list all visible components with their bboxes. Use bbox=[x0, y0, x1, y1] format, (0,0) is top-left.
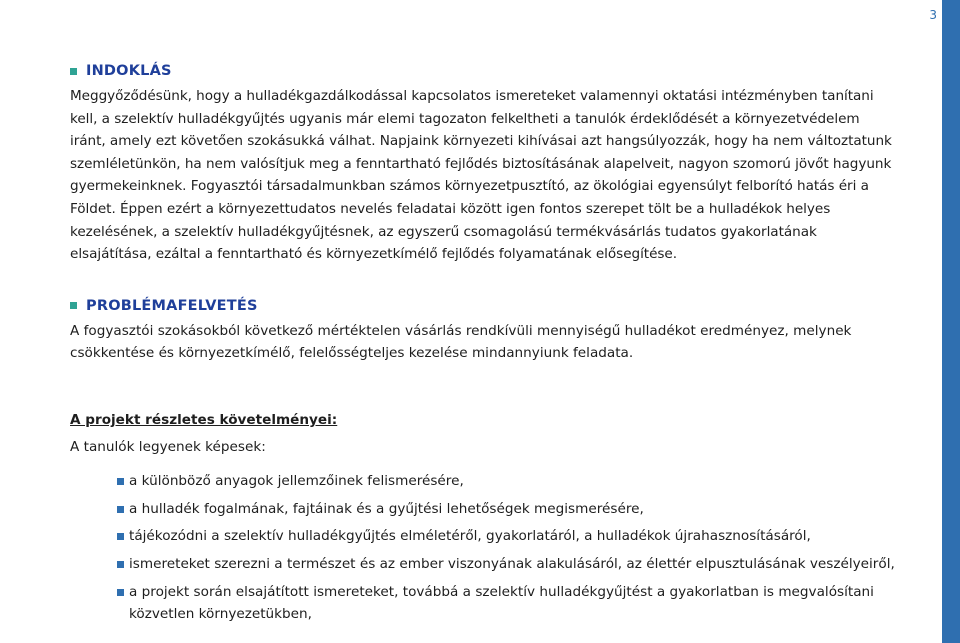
square-bullet-icon bbox=[117, 561, 124, 568]
section-title-indoklas: INDOKLÁS bbox=[86, 63, 172, 79]
square-bullet-icon bbox=[70, 302, 77, 309]
list-item bbox=[117, 553, 896, 576]
list-item-text: ismereteket szerezni a természet és az ember viszonyának alakulásáról, az élettér elpusztulásának veszélyeiről, bbox=[129, 555, 895, 572]
page-number: 3 bbox=[929, 8, 937, 22]
section-heading-indoklas bbox=[70, 63, 896, 79]
requirements-list bbox=[70, 470, 896, 626]
square-bullet-icon bbox=[117, 589, 124, 596]
list-item-text: tájékozódni a szelektív hulladékgyűjtés elméletéről, gyakorlatáról, a hulladékok újrahasznosításáról, bbox=[129, 528, 811, 545]
square-bullet-icon bbox=[117, 533, 124, 540]
paragraph-indoklas: Meggyőződésünk, hogy a hulladékgazdálkodással kapcsolatos ismereteket valamennyi oktatási intézményben tanítani kell, a szelektív hulladékgyűjtés ugyanis már elemi tagozaton felkeltheti a tanulók érdeklődését a környezetvédelem iránt, amely ezt követően szokásukká válhat. Napjaink környezeti kihívásai azt hangsúlyozzák, hogy ha nem változtatunk szemléletünkön, ha nem valósítjuk meg a fenntartható fejlődés biztosításának alapelveit, nagyon szomorú jövőt hagyunk gyermekeinknek. Fogyasztói társadalmunkban számos környezetpusztító, az ökológiai egyensúlyt felborító hatás éri a Földet. Éppen ezért a környezettudatos nevelés feladatai között igen fontos szerepet tölt be a hulladékok helyes kezelésének, a szelektív hulladékgyűjtésnek, az egyszerű csomagolású termékvásárlás tudatos gyakorlatának elsajátítása, ezáltal a fenntartható és környezetkímélő fejlődés folyamatának elősegítése. bbox=[70, 88, 892, 263]
list-item-text: a hulladék fogalmának, fajtáinak és a gyűjtési lehetőségek megismerésére, bbox=[129, 500, 644, 517]
requirements-heading: A projekt részletes követelményei: bbox=[70, 411, 338, 428]
document-content bbox=[70, 63, 896, 626]
list-item bbox=[117, 581, 896, 626]
list-item-text: a projekt során elsajátított ismereteket, továbbá a szelektív hulladékgyűjtést a gyakorlatban is megvalósítani közvetlen környezetükben, bbox=[129, 583, 874, 623]
paragraph-problemafelvetes: A fogyasztói szokásokból következő mértéktelen vásárlás rendkívüli mennyiségű hulladékot eredményez, melynek csökkentése és környezetkímélő, felelősségteljes kezelése mindannyiunk feladata. bbox=[70, 322, 852, 362]
section-title-problemafelvetes: PROBLÉMAFELVETÉS bbox=[86, 297, 258, 314]
square-bullet-icon bbox=[70, 68, 77, 75]
requirements-lead: A tanulók legyenek képesek: bbox=[70, 438, 266, 455]
square-bullet-icon bbox=[117, 506, 124, 513]
list-item bbox=[117, 470, 896, 493]
list-item-text: a különböző anyagok jellemzőinek felismerésére, bbox=[129, 473, 464, 490]
square-bullet-icon bbox=[117, 478, 124, 485]
side-color-band bbox=[942, 0, 960, 643]
list-item bbox=[117, 498, 896, 521]
section-heading-problemafelvetes bbox=[70, 298, 896, 314]
list-item bbox=[117, 525, 896, 548]
